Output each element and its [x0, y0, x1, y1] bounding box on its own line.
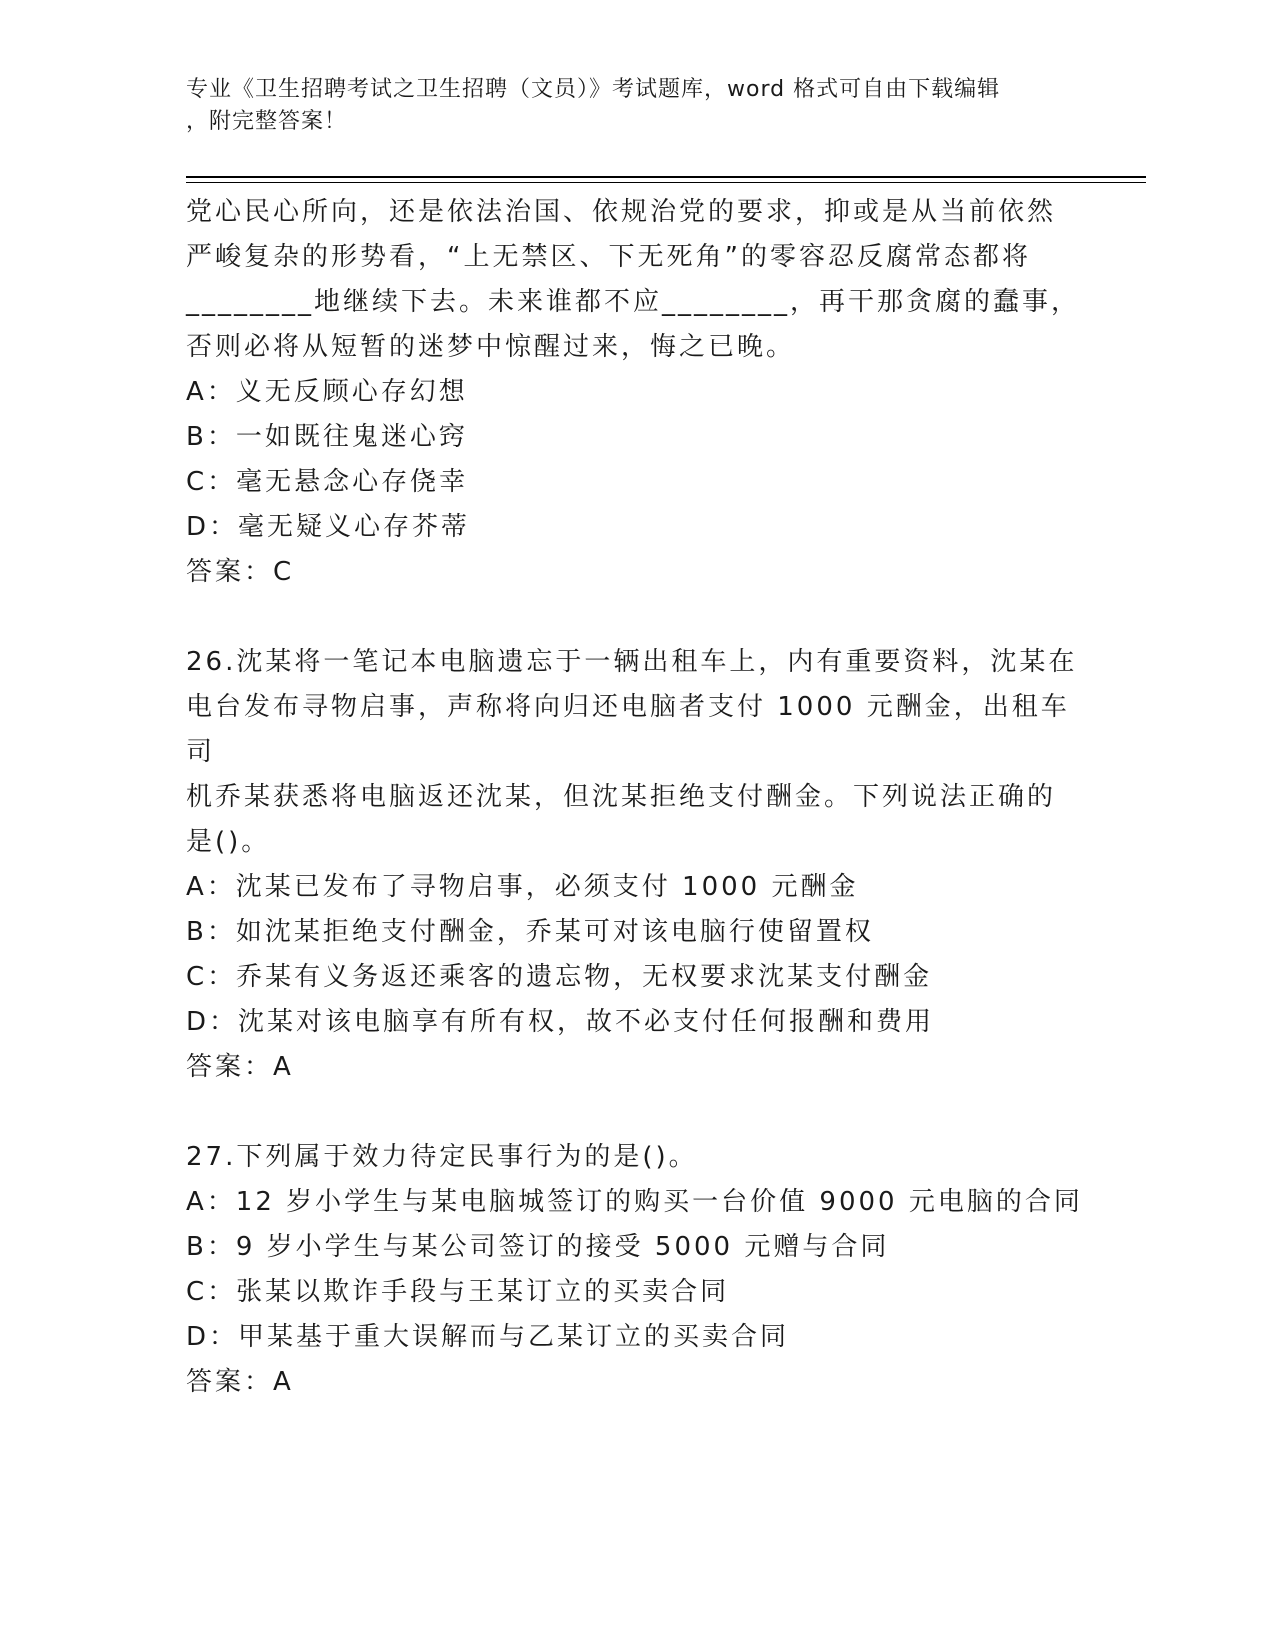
option-a: A：义无反顾心存幻想	[186, 377, 468, 407]
question-text-line: 党心民心所向，还是依法治国、依规治党的要求，抑或是从当前依然	[186, 197, 1057, 227]
question-text-line: 否则必将从短暂的迷梦中惊醒过来，悔之已晚。	[186, 332, 796, 362]
option-a: A：12 岁小学生与某电脑城签订的购买一台价值 9000 元电脑的合同	[186, 1187, 1083, 1217]
question-text-line: 机乔某获悉将电脑返还沈某，但沈某拒绝支付酬金。下列说法正确的	[186, 782, 1057, 812]
header-line-1: 专业《卫生招聘考试之卫生招聘（文员）》考试题库，word 格式可自由下载编辑	[186, 77, 1001, 102]
question-25	[186, 190, 1086, 595]
option-d: D：沈某对该电脑享有所有权，故不必支付任何报酬和费用	[186, 1007, 935, 1037]
spacer	[186, 595, 1086, 640]
spacer	[186, 1090, 1086, 1135]
header-line-2: ，附完整答案！	[186, 109, 348, 134]
option-c: C：乔某有义务返还乘客的遗忘物，无权要求沈某支付酬金	[186, 962, 933, 992]
option-b: B：一如既往鬼迷心窍	[186, 422, 468, 452]
question-text-line: 26.沈某将一笔记本电脑遗忘于一辆出租车上，内有重要资料，沈某在	[186, 647, 1078, 677]
question-text-line: 是()。	[186, 827, 271, 857]
answer-line: 答案：C	[186, 557, 295, 587]
question-text-line: ________地继续下去。未来谁都不应________，再干那贪腐的蠢事，	[186, 287, 1081, 317]
question-26	[186, 640, 1086, 1090]
answer-line: 答案：A	[186, 1367, 294, 1397]
question-text-line: 严峻复杂的形势看，“上无禁区、下无死角”的零容忍反腐常态都将	[186, 242, 1031, 272]
answer-line: 答案：A	[186, 1052, 294, 1082]
question-text-line: 27.下列属于效力待定民事行为的是()。	[186, 1142, 698, 1172]
option-d: D：毫无疑义心存芥蒂	[186, 512, 471, 542]
option-a: A：沈某已发布了寻物启事，必须支付 1000 元酬金	[186, 872, 859, 902]
option-b: B：9 岁小学生与某公司签订的接受 5000 元赠与合同	[186, 1232, 890, 1262]
option-b: B：如沈某拒绝支付酬金，乔某可对该电脑行使留置权	[186, 917, 874, 947]
option-d: D：甲某基于重大误解而与乙某订立的买卖合同	[186, 1322, 790, 1352]
option-c: C：张某以欺诈手段与王某订立的买卖合同	[186, 1277, 730, 1307]
header-rule-thin	[186, 182, 1146, 183]
option-c: C：毫无悬念心存侥幸	[186, 467, 469, 497]
header-rule-thick	[186, 176, 1146, 178]
question-content	[186, 190, 1086, 1405]
document-header	[186, 74, 1066, 138]
question-27	[186, 1135, 1086, 1405]
question-text-line: 电台发布寻物启事，声称将向归还电脑者支付 1000 元酬金，出租车司	[186, 692, 1070, 767]
